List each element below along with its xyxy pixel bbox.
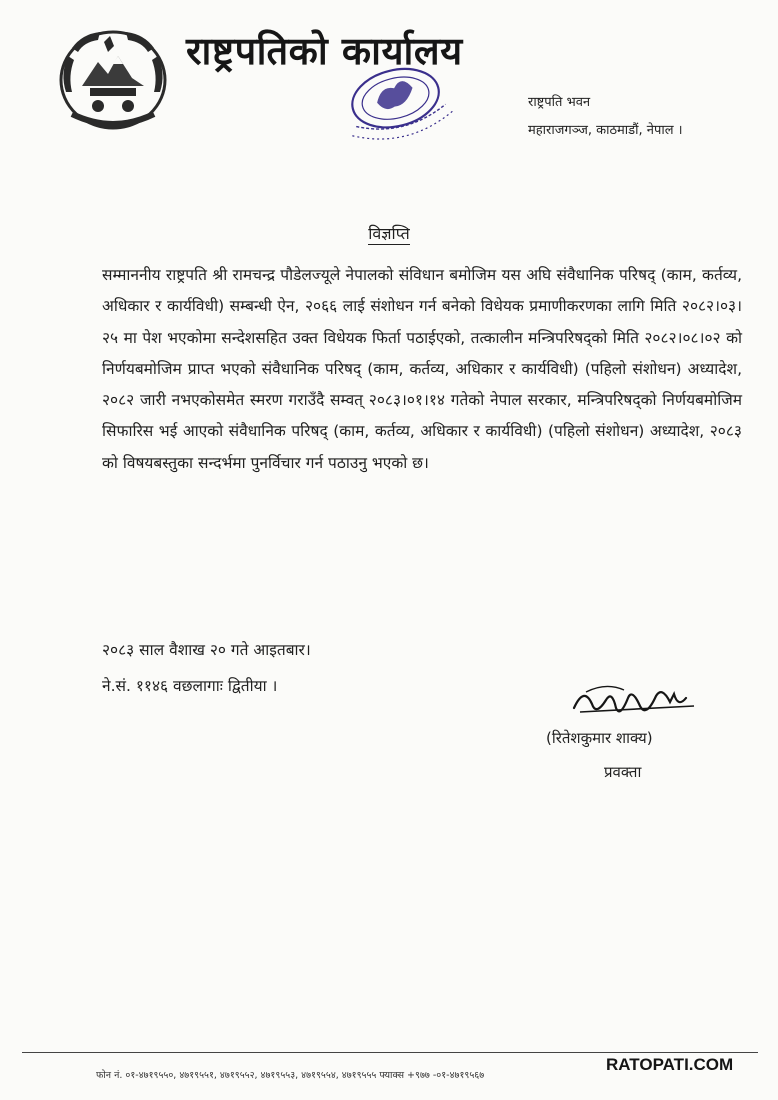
nepal-emblem-icon: [52, 22, 174, 134]
ratopati-watermark: RATOPATI.COM: [606, 1055, 734, 1074]
office-seal-icon: [322, 64, 472, 142]
date-line-nepal-sambat: ने.सं. ११४६ वछलागाः द्वितीया ।: [102, 677, 278, 695]
signatory-designation: प्रवक्ता: [604, 763, 642, 781]
signatory-name: (रितेशकुमार शाक्य): [546, 729, 653, 747]
footer-divider: [22, 1052, 758, 1053]
address-line-1: राष्ट्रपति भवन: [528, 95, 591, 110]
signature-image: [566, 678, 716, 730]
notice-title: [0, 222, 778, 244]
footer-contact: फोन नं. ०१-४७१९५५०, ४७१९५५१, ४७१९५५२, ४७१९५५३, ४७१९५५४, ४७१९५५५ फ्याक्स +९७७ -०१-४७१९५६७: [96, 1070, 485, 1081]
address-line-2: महाराजगञ्ज, काठमाडौं, नेपाल ।: [528, 123, 683, 138]
office-title: राष्ट्रपतिको कार्यालय: [186, 28, 463, 73]
notice-body: सम्माननीय राष्ट्रपति श्री रामचन्द्र पौडेलज्यूले नेपालको संविधान बमोजिम यस अघि संवैधानिक परिषद् (काम, कर्तव्य, अधिकार र कार्यविधी) सम्बन्धी ऐन, २०६६ लाई संशोधन गर्न बनेको विधेयक प्रमाणीकरणका लागि मिति २०८२।०३।२५ मा पेश भएकोमा सन्देशसहित उक्त विधेयक फिर्ता पठाईएको, तत्कालीन मन्त्रिपरिषद्को मिति २०८२।०८।०२ को निर्णयबमोजिम प्राप्त भएको संवैधानिक परिषद् (काम, कर्तव्य, अधिकार र कार्यविधी) (पहिलो संशोधन) अध्यादेश, २०८२ जारी नभएकोसमेत स्मरण गराउँदै सम्वत् २०८३।०१।१४ गतेको नेपाल सरकार, मन्त्रिपरिषद्को निर्णयबमोजिम सिफारिस भई आएको संवैधानिक परिषद् (काम, कर्तव्य, अधिकार र कार्यविधी) (पहिलो संशोधन) अध्यादेश, २०८३ को विषयबस्तुका सन्दर्भमा पुनर्विचार गर्न पठाउनु भएको छ।: [102, 266, 742, 472]
notice-title-text: विज्ञप्ति: [368, 224, 410, 243]
date-line-bikram-sambat: २०८३ साल वैशाख २० गते आइतबार।: [102, 641, 311, 659]
